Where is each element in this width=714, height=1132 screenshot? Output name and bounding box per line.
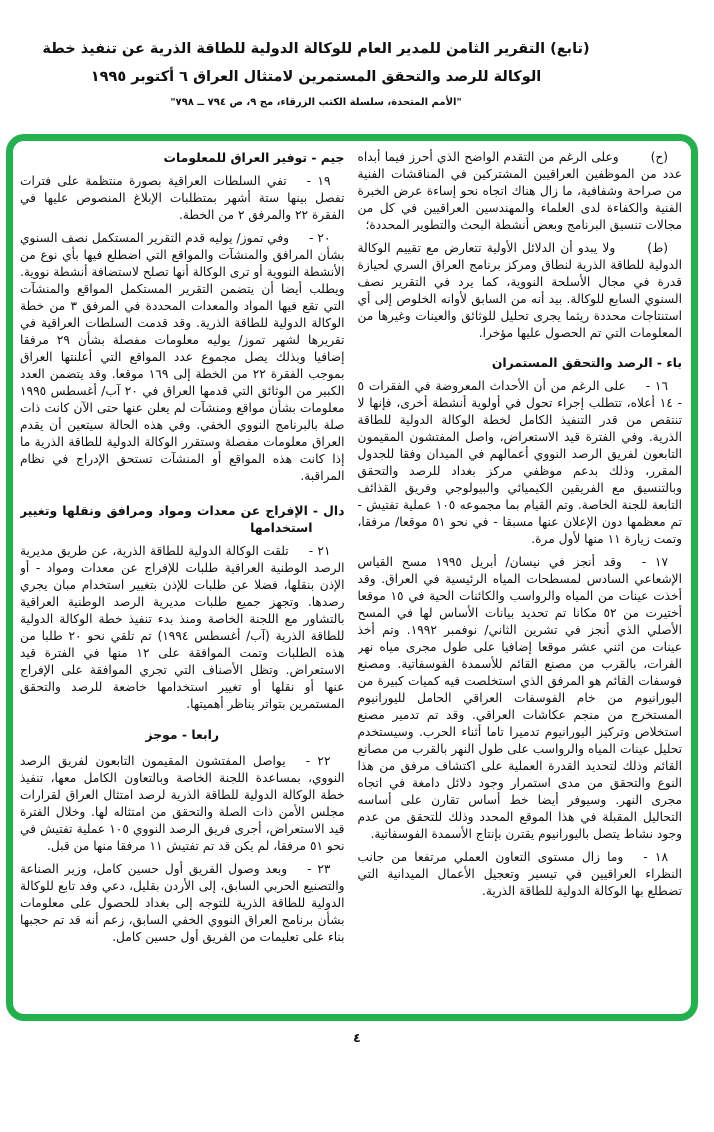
paragraph-18-number: ١٨ -	[643, 850, 668, 864]
paragraph-22-number: ٢٢ -	[305, 754, 331, 768]
paragraph-20-text: وفي تموز/ يوليه قدم التقرير المستكمل نصف السنوي بشأن المرافق والمنشآت والمواقع التي اضطلع فيها بأي نوع من الأنشطة النووية أو ترى الوكالة أنها تصلح لاستضافة أنشطة نووية. ويطلب أيضا أن يتضمن التقرير المستكمل المواقع والمنشآت التي تقع فيها المواد والمعدات المحددة في المرفق ٣ من خطة الوكالة الدولية للطاقة الذرية. وقد قدمت السلطات العراقية في تقريرها لشهر تموز/ يوليه معلومات مفصلة بشأن ٢٩ مرفقا إضافيا وبذلك يصل مجموع عدد المواقع التي أعلنتها العراق بموجب الفقرة ٢٢ من الخطة إلى ١٦٩ موقعا. وقد يتضمن العدد الكبير من الوثائق التي قدمها العراق في ٢٠ آب/ أغسطس ١٩٩٥ معلومات بشأن مواقع ومنشآت لم يعلن عنها حتى الآن كانت ذات صلة بالبرنامج النووي الخفي. وفي هذه الحالة سيتعين أن يقدم العراق معلومات مفصلة وستقرر الوكالة الدولية للطاقة الذرية ما إذا كانت هذه المواقع أو المنشآت تستحق الإدراج في نظام المراقبة.	[20, 231, 345, 483]
paragraph-18	[358, 849, 683, 900]
paragraph-23	[20, 861, 345, 946]
right-column	[358, 149, 683, 1011]
paragraph-19	[20, 173, 345, 224]
paragraph-21	[20, 543, 345, 713]
paragraph-20-number: ٢٠ -	[309, 231, 331, 245]
paragraph-21-number: ٢١ -	[308, 544, 331, 558]
paragraph-18-text: وما زال مستوى التعاون العملي مرتفعا من جانب النظراء العراقيين في تيسير وتعجيل الأعمال الميدانية التي تضطلع بها الوكالة الدولية للطاقة الذرية.	[357, 850, 682, 898]
paragraph-ta-text: ولا يبدو أن الدلائل الأولية تتعارض مع تقييم الوكالة الدولية للطاقة الذرية لنطاق ومركز برنامج العراق السري لحيازة قدرة في مجال الأسلحة النووية، كما يرد في التقرير نصف السنوي السابع للوكالة. بيد أنه من السابق لأوانه الخلوص إلى أي استنتاجات محددة ريثما يجرى تحليل للوثائق والعينات وغيرها من المعلومات التي تم الحصول عليها مؤخرا.	[357, 241, 682, 340]
section-heading-ba: باء - الرصد والتحقق المستمران	[491, 355, 682, 370]
document-source-citation: "الأمم المتحدة، سلسلة الكتب الزرقاء، مج ٩، ص ٧٩٤ ــ ٧٩٨"	[170, 97, 462, 108]
paragraph-ta-marker: (ط)	[647, 241, 668, 255]
paragraph-ta	[358, 240, 683, 342]
paragraph-17-number: ١٧ -	[641, 555, 668, 569]
paragraph-20	[20, 230, 345, 485]
paragraph-19-text: تفي السلطات العراقية بصورة منتظمة على فترات تفصل بينها ستة أشهر بمتطلبات الإبلاغ المنصوص عليها في الفقرة ٢٢ والمرفق ٢ من الخطة.	[20, 174, 345, 222]
paragraph-17-text: وقد أنجز في نيسان/ أبريل ١٩٩٥ مسح القياس الإشعاعي السادس لمسطحات المياه الرئيسية في العراق. وقد أخذت عينات من المياه والرواسب والكائنات الحية في ١٥ موقعا أختيرت من ٥٢ مكانا تم تحديد بيانات الأساس لها في المسح الأصلي الذي أنجز في تشرين الثاني/ نوفمبر ١٩٩٢. وتم أخذ عينات من اثني عشر موقعا إضافيا على طول مجرى مياه نهر الفرات، بالقرب من مصنع القائم للأسمدة الفوسفاتية. ومصنع فوسفات القائم هو المرفق الذي استخلصت فيه كميات كبيرة من اليورانيوم من خام الفوسفات العراقي الحامل لليورانيوم المستخرج من منجم عكاشات العراقي. وقد تم تدمير مصنع استخلاص وتركيز اليورانيوم تدميرا تاما أثناء الحرب. وسيستخدم تحليل عينات المياه والرواسب على طول النهر بالقرب من مصانع القائم وذلك لتحديد القدرة العملية على اكتشاف مرفق من هذا النوع والتحقق من مدى استمرار وجود دلائل دامغة في اتجاه مجرى النهر. وسيوفر أيضا خط أساس تقارن على أساسه التحاليل المقبلة في هذا الموقع المحدد وذلك للتحقق من عدم وجود نشاط يتصل باليورانيوم يقترن بإنتاج الأسمدة الفوسفاتية.	[357, 555, 682, 841]
paragraph-ha	[358, 149, 683, 234]
section-heading-dal: دال - الإفراج عن معدات ومواد ومرافق ونقلها وتغيير استخدامها	[20, 503, 345, 535]
paragraph-21-text: تلقت الوكالة الدولية للطاقة الذرية، عن طريق مديرية الرصد الوطنية العراقية طلبات للإفراج عن معدات ومواد - أو الإذن بنقلها، فضلا عن طلبات للإذن بتغيير استخدام مبان يجري رصدها. وتجهز جميع طلبات مديرية الرصد الوطنية العراقية بالتشاور مع اللجنة الخاصة ومنذ بدء تنفيذ خطة الوكالة الدولية للطاقة الذرية (آب/ أغسطس ١٩٩٤) تم تلقي نحو ٢٠ طلبا من هذه الطلبات وتمت الموافقة على ١٢ منها في الفترة قيد الاستعراض. وتظل الأصناف التي تجري الموافقة على الإفراج عنها أو نقلها أو تغيير استخدامها خاضعة للرصد والتحقق المستمرين بتواتر يناظر أهميتها.	[20, 544, 345, 711]
section-heading-jim: جيم - توفير العراق للمعلومات	[163, 150, 345, 165]
paragraph-23-text: وبعد وصول الفريق أول حسين كامل، وزير الصناعة والتصنيع الحربي السابق، إلى الأردن بقليل، دعي وفد تابع للوكالة الدولية للطاقة الذرية للتوجه إلى بغداد للحصول على معلومات بشأن برنامج العراق النووي الخفي السابق، زعم أنه قد تم حجبها بناء على تعليمات من الفريق أول حسين كامل.	[20, 862, 345, 944]
paragraph-16	[358, 378, 683, 548]
page-number: ٤	[353, 1030, 361, 1045]
paragraph-17	[358, 554, 683, 843]
paragraph-22-text: يواصل المفتشون المقيمون التابعون لفريق الرصد النووي، بمساعدة اللجنة الخاصة وبالتعاون الكامل معها، تنفيذ خطة الوكالة الدولية للطاقة الذرية لرصد امتثال العراق لقرارات مجلس الأمن ذات الصلة والتحقق من امتثاله لها. وخلال الفترة قيد الاستعراض، أجرى فريق الرصد النووي ١٠٥ عملية تفتيش في نحو ٥١ مرفقا، لم يكن قد تم تفتيش ١١ مرفقا منها من قبل.	[20, 754, 345, 853]
paragraph-16-text: على الرغم من أن الأحداث المعروضة في الفقرات ٥ - ١٤ أعلاه، تتطلب إجراء تحول في أولوية أنشطة أخرى، فإنها لا تنتقص من قدر التنفيذ الكامل لخطة الوكالة الدولية للطاقة الذرية. وفي الفترة قيد الاستعراض، واصل المفتشون المقيمون التابعون لفريق الرصد النووي أعمالهم في الميدان وفقا للجدول المقرر، وذلك بدعم موظفي مركز بغداد للرصد والتحقق وبالتنسيق مع الفريقين الكيميائي والبيولوجي وفريق القذائف التابعة للجنة الخاصة. وتم القيام بما مجموعه ١٠٥ عملية تفتيش - تم معظمها دون الإعلان عنها مسبقا - في نحو ٥١ موقعا/ مرفقا، وتمت زيارة ١١ منها لأول مرة.	[357, 379, 682, 546]
document-title-line-2: الوكالة للرصد والتحقق المستمرين لامتثال العراق ٦ أكتوبر ١٩٩٥	[90, 68, 542, 85]
section-heading-rabaa: رابعا - موجز	[145, 727, 220, 742]
paragraph-ha-text: وعلى الرغم من التقدم الواضح الذي أحرز فيما أبداه عدد من الموظفين العراقيين المشتركين في المناقشات الفنية من صراحة وشفافية، ما زال هناك اتجاه نحو إساءة عرض الخبرة الفنية والكفاءة لدى العلماء والمهندسين العراقيين في كل من مجالات تنسيق البرنامج وبعض أنشطة البحث والتطوير المحددة؛	[357, 150, 682, 232]
document-header	[0, 42, 632, 108]
paragraph-22	[20, 753, 345, 855]
content-columns	[6, 134, 698, 1021]
left-column	[20, 149, 345, 1011]
paragraph-ha-marker: (ح)	[650, 150, 668, 164]
paragraph-19-number: ١٩ -	[306, 174, 331, 188]
paragraph-23-number: ٢٣ -	[307, 862, 331, 876]
paragraph-16-number: ١٦ -	[645, 379, 668, 393]
document-title-line-1: (تابع) التقرير الثامن للمدير العام للوكالة الدولية للطاقة الذرية عن تنفيذ خطة	[42, 41, 590, 57]
